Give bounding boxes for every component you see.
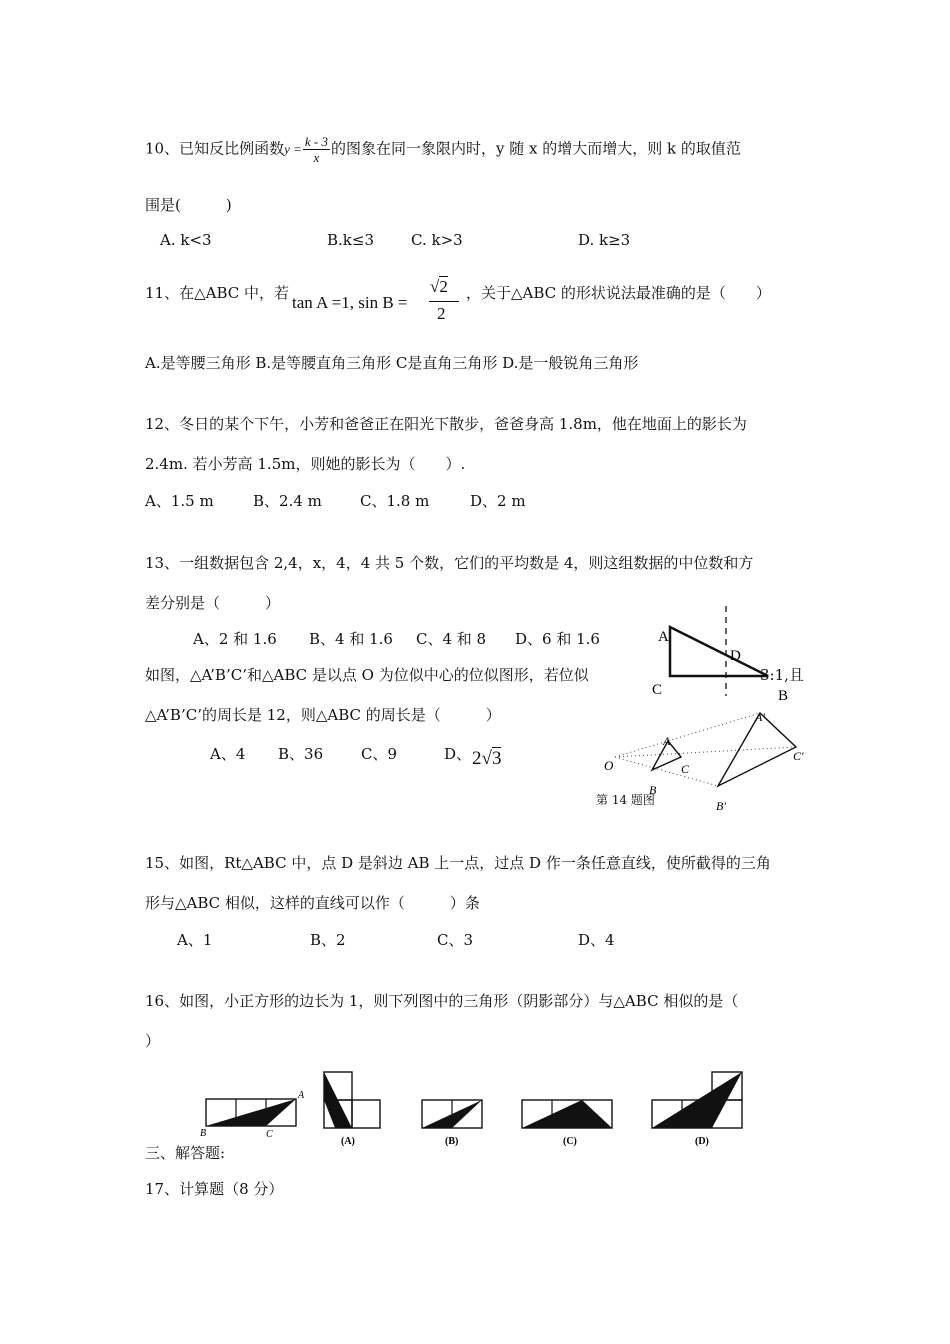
q15-figure xyxy=(640,600,800,710)
section-3-heading: 三、解答题: xyxy=(145,1144,226,1162)
q14-option-b: B、36 xyxy=(278,745,324,763)
q14-label-a: A xyxy=(663,734,671,748)
q14-line2: △A’B’C’的周长是 12，则△ABC 的周长是（ ） xyxy=(145,706,501,724)
q16-option-d-figure xyxy=(652,1072,742,1128)
q14-label-b: B xyxy=(649,783,657,797)
q16-reference-figure xyxy=(200,1090,305,1140)
q16-caption-a: (A) xyxy=(341,1136,355,1147)
q13-line2: 差分别是（ ） xyxy=(145,594,281,612)
q15-label-d: D xyxy=(730,648,741,664)
q10-line1 xyxy=(145,134,741,165)
q14-option-d-coef: 2 xyxy=(472,748,482,769)
q11-options: A.是等腰三角形 B.是等腰直角三角形 C是直角三角形 D.是一般锐角三角形 xyxy=(145,354,639,372)
q16-option-c-figure xyxy=(522,1100,612,1128)
q14-line1: 如图，△A’B’C’和△ABC 是以点 O 为位似中心的位似图形，若位似 xyxy=(145,666,589,684)
q14-label-o: O xyxy=(604,758,614,773)
q14-ray-b xyxy=(615,757,718,786)
q11-fraction-bar xyxy=(429,301,459,302)
q15-option-b: B、2 xyxy=(310,931,346,949)
q12-option-b: B、2.4 m xyxy=(253,492,322,510)
q10-option-a: A. k<3 xyxy=(160,231,212,249)
q15-option-a: A、1 xyxy=(177,931,213,949)
q16-caption-d: (D) xyxy=(695,1136,709,1147)
q15-label-a: A xyxy=(658,629,669,645)
q14-option-d-sqrt: 3 xyxy=(491,748,502,769)
q16-figures xyxy=(195,1065,755,1150)
q12-option-d: D、2 m xyxy=(470,492,526,510)
q13-line1: 13、一组数据包含 2,4，x，4，4 共 5 个数，它们的平均数是 4，则这组数据的中位数和方 xyxy=(145,554,754,572)
q16-ref-label-c: C xyxy=(266,1129,273,1140)
q16-ref-label-b: B xyxy=(200,1128,207,1139)
q15-line2: 形与△ABC 相似，这样的直线可以作（ ）条 xyxy=(145,894,480,912)
q12-line1: 12、冬日的某个下午，小芳和爸爸正在阳光下散步，爸爸身高 1.8m，他在地面上的影长为 xyxy=(145,415,747,433)
q11-prefix: 11、在△ABC 中，若 xyxy=(145,284,290,302)
q14-line1-tail: 3:1,且 xyxy=(760,666,804,684)
q11-denominator: 2 xyxy=(437,304,446,323)
q10-func-lhs: y = xyxy=(284,141,302,157)
q15-line1: 15、如图，Rt△ABC 中，点 D 是斜边 AB 上一点，过点 D 作一条任意直线，使所截得的三角 xyxy=(145,854,771,872)
q16-line1: 16、如图，小正方形的边长为 1，则下列图中的三角形（阴影部分）与△ABC 相似的是（ xyxy=(145,992,739,1010)
q16-caption-b: (B) xyxy=(445,1136,459,1147)
q11-sqrt-numerator xyxy=(430,277,448,297)
q14-option-a: A、4 xyxy=(210,745,246,763)
q11-sqrt-value: 2 xyxy=(439,277,448,296)
q15-label-b: B xyxy=(778,688,789,704)
q14-sqrt-icon: √ xyxy=(481,748,492,769)
q16-caption-c: (C) xyxy=(563,1136,577,1147)
q14-option-c: C、9 xyxy=(361,745,398,763)
q11-sqrt-icon: √ xyxy=(430,277,440,296)
q10-fraction-numerator: k - 3 xyxy=(304,134,328,149)
q14-figure-caption: 第 14 题图 xyxy=(596,793,655,807)
q11-expression: tan A =1, sin B = xyxy=(292,293,408,312)
q10-suffix: 的图象在同一象限内时，y 随 x 的增大而增大，则 k 的取值范 xyxy=(331,139,741,158)
q10-fraction xyxy=(303,134,330,165)
q10-option-b: B.k≤3 xyxy=(327,231,374,249)
q10-fraction-denominator: x xyxy=(313,150,320,165)
q15-option-c: C、3 xyxy=(437,931,474,949)
q13-option-b: B、4 和 1.6 xyxy=(309,630,393,648)
q10-line2: 围是( ) xyxy=(145,196,232,214)
q16-c-triangle xyxy=(522,1100,612,1128)
q17-title: 17、计算题（8 分） xyxy=(145,1180,284,1198)
q16-option-b-figure xyxy=(422,1100,482,1128)
q16-option-a-figure xyxy=(324,1072,380,1128)
q15-figure-mask xyxy=(669,663,749,680)
q16-line2: ） xyxy=(145,1032,161,1050)
q12-option-a: A、1.5 m xyxy=(145,492,214,510)
q13-option-c: C、4 和 8 xyxy=(416,630,487,648)
q11-suffix: ，关于△ABC 的形状说法最准确的是（ ） xyxy=(466,284,771,302)
q14-label-c-prime: C' xyxy=(793,749,804,763)
q14-label-b-prime: B' xyxy=(716,799,726,813)
q15-option-d: D、4 xyxy=(578,931,615,949)
q12-option-c: C、1.8 m xyxy=(360,492,430,510)
q14-label-a-prime: A' xyxy=(755,710,765,724)
q10-option-d: D. k≥3 xyxy=(578,231,631,249)
q13-option-a: A、2 和 1.6 xyxy=(193,630,277,648)
q16-ref-triangle xyxy=(206,1099,296,1126)
q12-line2: 2.4m. 若小芳高 1.5m，则她的影长为（ ）. xyxy=(145,455,466,473)
q16-ref-label-a: A xyxy=(298,1090,305,1101)
q14-option-d: D、 xyxy=(444,745,472,763)
q10-option-c: C. k>3 xyxy=(411,231,463,249)
q10-prefix: 10、已知反比例函数 xyxy=(145,139,285,158)
q13-option-d: D、6 和 1.6 xyxy=(515,630,600,648)
q14-option-d-value xyxy=(472,748,501,770)
q14-label-c: C xyxy=(681,762,690,776)
q16-a-cell-bottom-right xyxy=(352,1100,380,1128)
q15-label-c: C xyxy=(652,682,663,698)
